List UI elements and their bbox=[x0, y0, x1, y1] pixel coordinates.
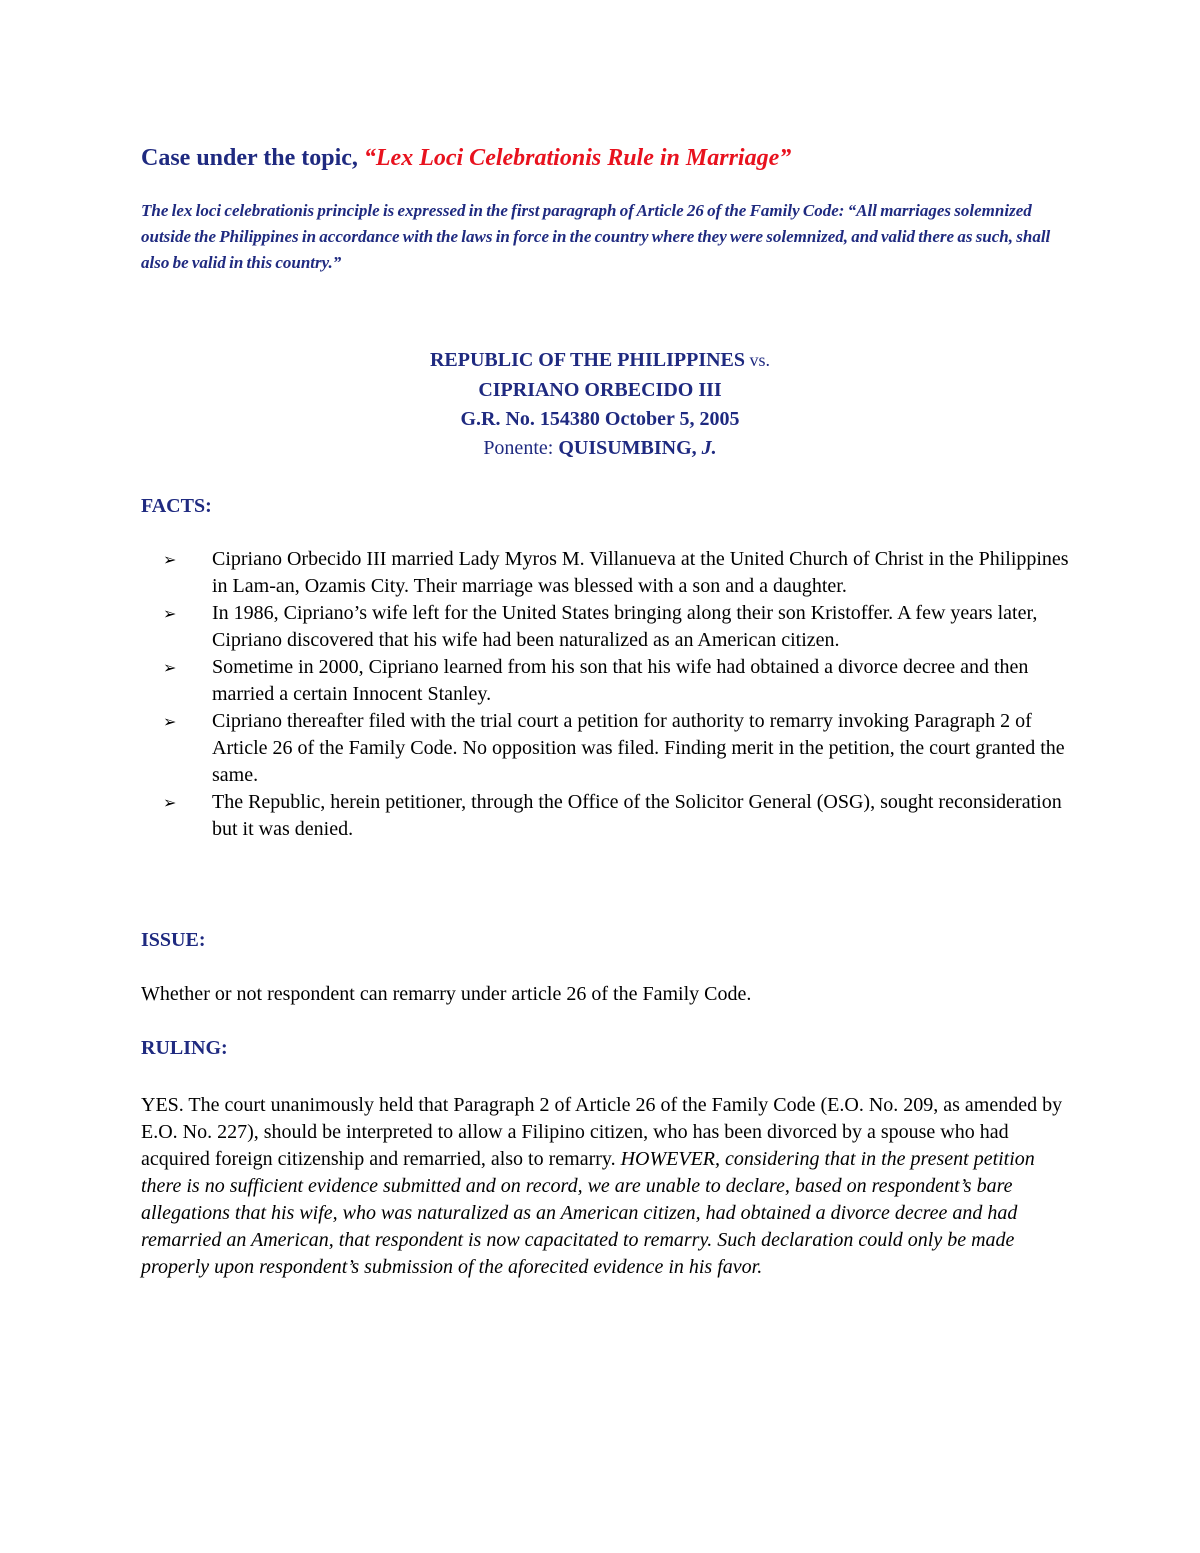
arrow-bullet-icon: ➢ bbox=[163, 604, 177, 623]
fact-text: The Republic, herein petitioner, through the Office of the Solicitor General (OSG), sought reconsideration but it was denied. bbox=[212, 791, 1062, 840]
arrow-bullet-icon: ➢ bbox=[163, 712, 177, 731]
topic-heading bbox=[141, 138, 1101, 178]
topic-prefix: Case under the topic, bbox=[141, 145, 364, 171]
issue-text: Whether or not respondent can remarry under article 26 of the Family Code. bbox=[141, 983, 752, 1005]
case-caption bbox=[0, 346, 1200, 464]
list-item bbox=[141, 708, 1081, 789]
facts-heading: FACTS: bbox=[141, 495, 212, 517]
list-item bbox=[141, 546, 1081, 600]
ponente-label: Ponente: bbox=[483, 437, 559, 459]
ponente-name: QUISUMBING, bbox=[558, 437, 702, 459]
ruling-heading: RULING: bbox=[141, 1037, 228, 1059]
arrow-bullet-icon: ➢ bbox=[163, 793, 177, 812]
facts-list bbox=[141, 546, 1081, 843]
ruling-emphasis: HOWEVER, considering that in the present petition there is no sufficient evidence submitted and on record, we are unable to declare, based on respondent’s bare allegations that his wife, who was naturalized as an American citizen, had obtained a divorce decree and had remarried an American, that respondent is now capacitated to remarry. Such declaration could only be made properly upon respondent’s submission of the aforecited evidence in his favor. bbox=[141, 1148, 1035, 1278]
case-versus: vs. bbox=[745, 350, 771, 370]
case-party-two: CIPRIANO ORBECIDO III bbox=[478, 379, 722, 401]
case-party-one: REPUBLIC OF THE PHILIPPINES bbox=[429, 349, 746, 371]
arrow-bullet-icon: ➢ bbox=[163, 658, 177, 677]
fact-text: In 1986, Cipriano’s wife left for the United States bringing along their son Kristoffer. A few years later, Cipriano discovered that his wife had been naturalized as an American citizen. bbox=[212, 602, 1038, 651]
issue-heading: ISSUE: bbox=[141, 929, 206, 951]
fact-text: Sometime in 2000, Cipriano learned from his son that his wife had obtained a divorce decree and then married a certain Innocent Stanley. bbox=[212, 656, 1029, 705]
case-docket: G.R. No. 154380 October 5, 2005 bbox=[460, 408, 740, 430]
list-item bbox=[141, 654, 1081, 708]
ruling-text: YES. The court unanimously held that Paragraph 2 of Article 26 of the Family Code (E.O. No. 209, as amended by E.O. No. 227), should be interpreted to allow a Filipino citizen, who has been divorced by a spouse who had acquired foreign citizenship and remarried, also to remarry. bbox=[141, 1094, 1063, 1170]
fact-text: Cipriano thereafter filed with the trial court a petition for authority to remarry invoking Paragraph 2 of Article 26 of the Family Code. No opposition was filed. Finding merit in the petition, the court granted the same. bbox=[212, 710, 1065, 786]
case-parties-line bbox=[0, 346, 1200, 376]
fact-text: Cipriano Orbecido III married Lady Myros M. Villanueva at the United Church of Christ in the Philippines in Lam-an, Ozamis City. Their marriage was blessed with a son and a daughter. bbox=[212, 548, 1069, 597]
case-ponente-line bbox=[0, 434, 1200, 464]
ponente-suffix: J. bbox=[701, 437, 717, 459]
list-item bbox=[141, 600, 1081, 654]
topic-name: “Lex Loci Celebrationis Rule in Marriage” bbox=[363, 145, 792, 171]
arrow-bullet-icon: ➢ bbox=[163, 550, 177, 569]
list-item bbox=[141, 789, 1081, 843]
ruling-paragraph bbox=[141, 1092, 1071, 1281]
principle-paragraph: The lex loci celebrationis principle is expressed in the first paragraph of Article 26 of the Family Code: “All marriages solemnized outside the Philippines in accordance with the laws in force in the country where they were solemnized, and valid there as such, shall also be valid in this country.” bbox=[141, 201, 1051, 272]
